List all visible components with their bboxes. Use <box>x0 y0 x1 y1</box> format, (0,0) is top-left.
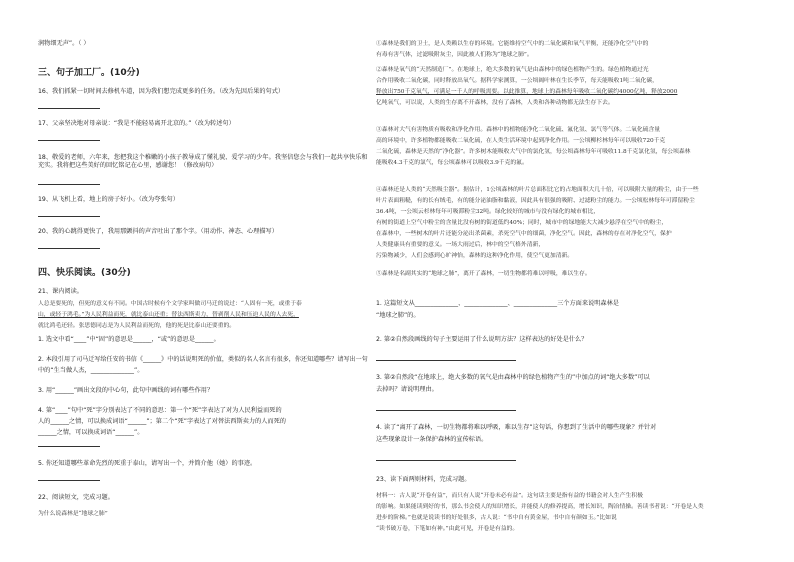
passage-line: ⑤森林是名副其实的“地球之肺”，离开了森林，一切生物都将难以呼吸，难以生存。 <box>376 271 591 277</box>
material-line: 的影响。如果能读到好的书，那么书会使人的知识增长，并能使人的修养提高，增长知识，陶冶情操。善读书者说：“开卷是人类 <box>376 504 704 510</box>
section-4-heading: 四、快乐阅读。(30分) <box>38 268 131 278</box>
question-22-4b: 这些现象设计一条保护森林的宣传标语。 <box>376 436 488 443</box>
passage-line: 就比鸿毛还轻。张思德同志是为人民利益而死的，他的死是比泰山还要重的。 <box>38 323 236 329</box>
question-21-4a: 4. 第“____”句中“死”字分别表达了不同的意思：第一个“死”字表达了对为人民利益而死的 <box>38 407 282 414</box>
answer-line[interactable] <box>376 460 516 461</box>
question-22: 22、阅读短文，完成习题。 <box>38 494 114 501</box>
passage-line: 人类健康具有重要的意义。一场大雨过后，林中的空气格外清新， <box>376 242 545 248</box>
passage-line: 山，或轻于鸿毛。”为人民利益而死，就比泰山还重；替法西斯卖力，替剥削人民和压迫人民的人去死， <box>38 312 299 318</box>
passage-line: 有毒有害气体，过滤吸附灰尘，因此被人们称为“地球之肺”。 <box>376 52 533 58</box>
question-18-text: 18、敬爱的老师，六年来，您把我这个稚嫩的小孩子教导成了懂礼貌、爱学习的少年。我坚信您会与我们一起共享快乐和充实。我将把这些美好的回忆铭记在心里，感谢您！（修改病句） <box>38 154 368 169</box>
question-21-5: 5. 你还知道哪些革命先烈的死重于泰山，请写出一个，并简介他（她）的事迹。 <box>38 460 257 467</box>
question-18 <box>38 154 368 170</box>
answer-line[interactable] <box>376 410 516 411</box>
passage-title: 为什么说森林是“地球之肺” <box>38 511 108 517</box>
question-21-1: 1. 选文中看“____”中“固”的意思是______，“或”的意思是______。 <box>38 336 220 343</box>
passage-line: 污染物减少，人们会感到心旷神怡，森林的这种净化作用，使空气更加清新。 <box>376 253 574 259</box>
question-19: 19、从飞机上看，地上的房子好小。（改为夸张句） <box>38 196 179 203</box>
question-22-1: 1. 这篇短文从______________、______________、______________三个方面来说明森林是 <box>376 300 619 307</box>
passage-line: 合作用吸收二氧化碳，同时释放出氧气。据科学家测算，一公顷阔叶林在生长季节，每天能吸收1吨二氧化碳， <box>376 78 658 84</box>
question-17: 17、父亲坚决地对母亲说：“我是不能轻易离开北京的。”（改为转述句） <box>38 120 235 127</box>
question-22-3b: 去掉吗？请说明理由。 <box>376 386 438 393</box>
passage-line: 高的环境中，许多植物都能吸收二氧化硫，在人类生活环境中起到净化作用。一公顷柳杉林每年可以吸收720千克 <box>376 138 666 144</box>
material-line: 材料一：古人说“开卷有益”，而只有人说“开卷未必有益”。这句话主要是指有益的书籍会对人生产生积极 <box>376 493 643 499</box>
passage-line: 人总是要死的，但死的意义有不同。中国古时候有个文学家叫做司马迁的说过：“人固有一死，或重于泰 <box>38 301 302 307</box>
material-line: “读书破万卷，下笔如有神。”由此可见，开卷是有益的。 <box>376 526 519 532</box>
passage-line: 在森林中，一些树木的叶片还能分泌出杀菌素，杀死空气中的细菌，净化空气。因此，森林的存在对净化空气，保护 <box>376 231 672 237</box>
passage-line: 亿吨氧气，可以说，人类的生存离不开森林，没有了森林，人类和各种动物都无法生存下去。 <box>376 100 614 106</box>
answer-line[interactable] <box>38 216 100 217</box>
question-21-2a: 2. 本段引用了司马迁写给任安的书信《______》中的话说明死的价值，类似的名人名言有很多，你还知道哪些？请写出一句 <box>38 356 368 363</box>
answer-line[interactable] <box>38 140 100 141</box>
question-22-1b: “地球之肺”的。 <box>376 312 420 319</box>
passage-line: 释放出750千克氧气，可满足一千人的呼吸需要。以此推算，地球上的森林每年吸收二氧化碳约4000亿吨，释放2000 <box>376 89 678 95</box>
question-22-3a: 3. 第②自然段“在地球上，绝大多数的氧气是由森林中的绿色植物产生的”中加点的词“绝大多数”可以 <box>376 374 650 381</box>
question-21-4b: 人的______之情，可以换成词语“______”；第二个“死”字表达了对替法西斯卖力的人而死的 <box>38 418 286 425</box>
passage-line: 能吸收4.3千克的氯气，每公顷森林可以吸收3.9千克的氟。 <box>376 160 528 166</box>
passage-line: 有树的街道上空气中粉尘的含量比没有树的街道低约40%；同时，城市中的绿地能大大减少悬浮在空气中的粉尘， <box>376 220 668 226</box>
answer-line[interactable] <box>38 446 100 447</box>
question-20: 20、我的心跳得更快了，我用那颤抖的声音吐出了那个字。（用动作、神态、心理描写） <box>38 228 278 235</box>
passage-line: ③森林对大气有害物质有吸收和净化作用。森林中的植物能净化二氧化硫、氟化氢、氯气等气体。二氧化硫含量 <box>376 127 661 133</box>
passage-line: 36.4吨，一公顷云杉林每年可吸滞粉尘32吨。绿化较好的城市与没有绿化的城市相比， <box>376 209 600 215</box>
question-21: 21、课内阅读。 <box>38 288 83 295</box>
passage-line: ④森林还是人类的“天然吸尘器”。据估计，1公顷森林的叶片总面积比它的占地面积大几十倍，可以吸附大量的粉尘，由于一些 <box>376 187 699 193</box>
question-21-3: 3. 用“______”画出文段的中心句，此句中画线的词有哪些作用？ <box>38 387 214 394</box>
q15-tail: 润物细无声”。（ ） <box>38 40 90 47</box>
passage-line: 二氧化硫，森林是天然的“净化器”。许多树木能吸收大气中的氯化氢，每公顷森林每年可吸收11.8千克氯化氢，每公顷森林 <box>376 149 691 155</box>
answer-line[interactable] <box>376 360 516 361</box>
answer-line[interactable] <box>38 248 100 249</box>
answer-line[interactable] <box>38 480 100 481</box>
answer-line[interactable] <box>38 184 100 185</box>
question-22-4a: 4. 读了“离开了森林，一切生物都将难以呼吸，难以生存”这句话，你想到了生活中的哪些现象？并针对 <box>376 424 657 431</box>
answer-line[interactable] <box>38 108 100 109</box>
question-21-2b: 中的“生当做人杰，______________”。 <box>38 367 144 374</box>
material-line: 进步的阶梯。”也就是说读书的好处很多，古人说：“书中自有黄金屋，书中自有颜如玉。”比如说 <box>376 515 617 521</box>
passage-line: ②森林是氧气的“天然制造厂”。在地球上，绝大多数的氧气是由森林中的绿色植物产生的。绿色植物通过光 <box>376 67 649 73</box>
question-21-4c: ______之情，可以换成词语“______”。 <box>38 429 144 436</box>
section-3-heading: 三、句子加工厂。(10分) <box>38 68 140 78</box>
question-16: 16、我们抓紧一切时间去修机车道，因为我们想完成更多的任务。（改为先因后果的句式） <box>38 88 285 95</box>
passage-line: 叶片表面粗糙，有的长有绒毛，有的能分泌油脂和黏液，因此具有很强的吸附、过滤粉尘的能力。一公顷松林每年可滞留粉尘 <box>376 198 695 204</box>
passage-line: ①森林是我们的卫士，是人类赖以生存的环境。它能维持空气中的二氧化碳和氧气平衡，还能净化空气中的 <box>376 41 649 47</box>
question-22-2: 2. 第②自然段画线的句子主要运用了什么说明方法？这样表达的好处是什么？ <box>376 336 588 343</box>
question-23: 23、读下面两则材料，完成习题。 <box>376 476 471 483</box>
